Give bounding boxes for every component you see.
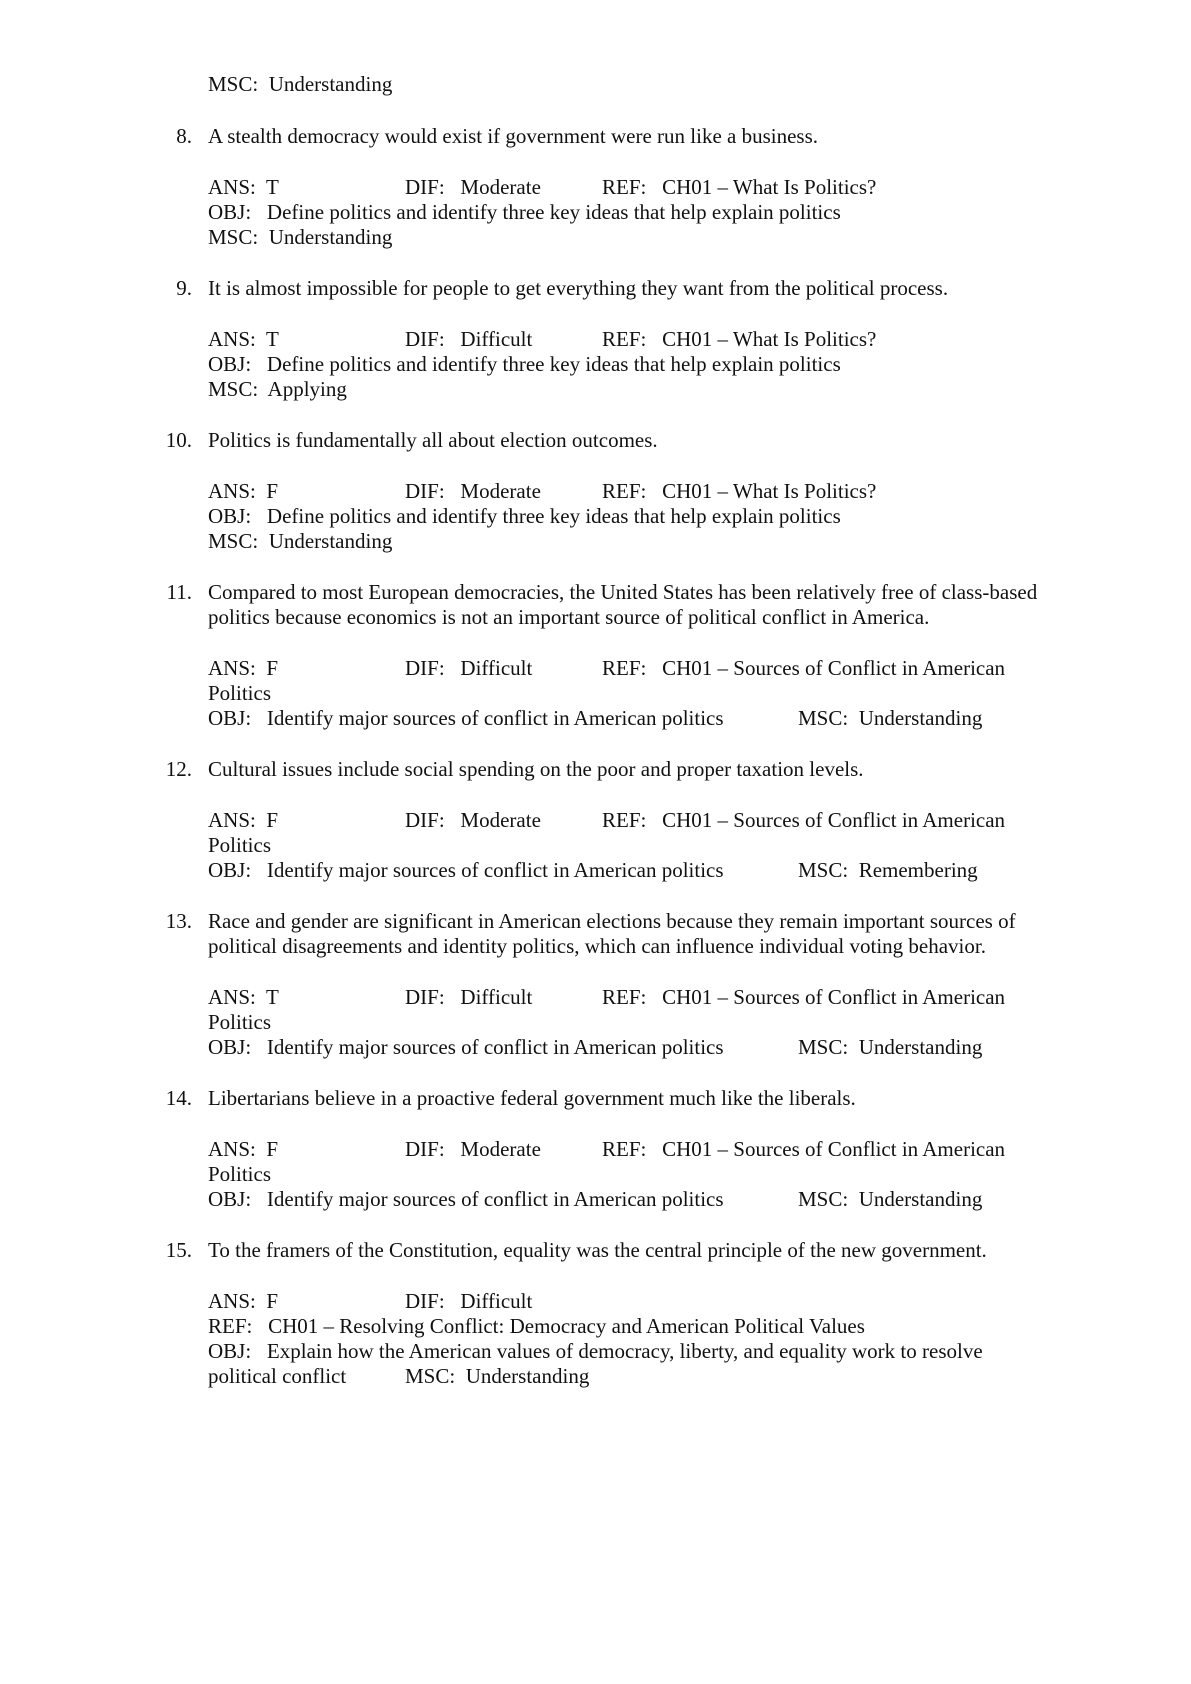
obj-field: OBJ: Identify major sources of conflict in American politics — [208, 858, 724, 882]
ans-field: ANS: T — [208, 175, 279, 199]
ref-continued: Politics — [208, 833, 272, 857]
question-text: To the framers of the Constitution, equality was the central principle of the new government. — [208, 1238, 987, 1262]
dif-field: DIF: Moderate — [405, 479, 541, 503]
question-text-line1: Compared to most European democracies, the United States has been relatively free of class-based — [208, 580, 1038, 604]
dif-field: DIF: Difficult — [405, 327, 533, 351]
msc-line: MSC: Understanding — [208, 72, 393, 96]
dif-field: DIF: Moderate — [405, 808, 541, 832]
obj-field: OBJ: Define politics and identify three key ideas that help explain politics — [208, 352, 841, 376]
obj-field-line2: political conflict — [208, 1364, 347, 1388]
ans-field: ANS: F — [208, 1137, 279, 1161]
msc-field: MSC: Remembering — [798, 858, 978, 882]
question-number: 9. — [176, 276, 192, 300]
msc-field: MSC: Understanding — [405, 1364, 590, 1388]
question-number: 15. — [165, 1238, 192, 1262]
obj-field: OBJ: Identify major sources of conflict in American politics — [208, 706, 724, 730]
ref-continued: Politics — [208, 1162, 272, 1186]
dif-field: DIF: Difficult — [405, 985, 533, 1009]
obj-field: OBJ: Define politics and identify three key ideas that help explain politics — [208, 200, 841, 224]
ans-field: ANS: F — [208, 479, 279, 503]
question-text: It is almost impossible for people to get everything they want from the political process. — [208, 276, 949, 300]
question-text: A stealth democracy would exist if government were run like a business. — [208, 124, 819, 148]
ref-field: REF: CH01 – Sources of Conflict in American — [602, 1137, 1006, 1161]
question-number: 12. — [165, 757, 192, 781]
ref-continued: Politics — [208, 1010, 272, 1034]
question-text-line2: political disagreements and identity politics, which can influence individual voting behavior. — [208, 934, 986, 958]
ref-field: REF: CH01 – Sources of Conflict in American — [602, 656, 1006, 680]
question-text-line1: Race and gender are significant in American elections because they remain important sources of — [208, 909, 1016, 933]
msc-field: MSC: Understanding — [798, 1187, 983, 1211]
dif-field: DIF: Difficult — [405, 1289, 533, 1313]
msc-field: MSC: Understanding — [798, 1035, 983, 1059]
ref-field: REF: CH01 – Resolving Conflict: Democracy and American Political Values — [208, 1314, 865, 1338]
question-number: 8. — [176, 124, 192, 148]
ref-field: REF: CH01 – What Is Politics? — [602, 175, 877, 199]
dif-field: DIF: Difficult — [405, 656, 533, 680]
ref-field: REF: CH01 – Sources of Conflict in American — [602, 808, 1006, 832]
question-number: 10. — [165, 428, 192, 452]
question-text: Libertarians believe in a proactive federal government much like the liberals. — [208, 1086, 856, 1110]
ans-field: ANS: F — [208, 1289, 279, 1313]
ref-field: REF: CH01 – What Is Politics? — [602, 479, 877, 503]
ref-continued: Politics — [208, 681, 272, 705]
ref-field: REF: CH01 – What Is Politics? — [602, 327, 877, 351]
ans-field: ANS: T — [208, 985, 279, 1009]
question-number: 14. — [165, 1086, 192, 1110]
ref-field: REF: CH01 – Sources of Conflict in American — [602, 985, 1006, 1009]
ans-field: ANS: T — [208, 327, 279, 351]
msc-field: MSC: Understanding — [798, 706, 983, 730]
ans-field: ANS: F — [208, 656, 279, 680]
question-number: 13. — [165, 909, 192, 933]
dif-field: DIF: Moderate — [405, 175, 541, 199]
question-number: 11. — [166, 580, 192, 604]
ans-field: ANS: F — [208, 808, 279, 832]
question-text: Politics is fundamentally all about election outcomes. — [208, 428, 658, 452]
question-text: Cultural issues include social spending on the poor and proper taxation levels. — [208, 757, 864, 781]
msc-field: MSC: Applying — [208, 377, 347, 401]
obj-field: OBJ: Identify major sources of conflict in American politics — [208, 1187, 724, 1211]
msc-field: MSC: Understanding — [208, 225, 393, 249]
obj-field: OBJ: Define politics and identify three key ideas that help explain politics — [208, 504, 841, 528]
obj-field-line1: OBJ: Explain how the American values of democracy, liberty, and equality work to resolve — [208, 1339, 983, 1363]
question-text-line2: politics because economics is not an important source of political conflict in America. — [208, 605, 930, 629]
msc-field: MSC: Understanding — [208, 529, 393, 553]
obj-field: OBJ: Identify major sources of conflict in American politics — [208, 1035, 724, 1059]
dif-field: DIF: Moderate — [405, 1137, 541, 1161]
